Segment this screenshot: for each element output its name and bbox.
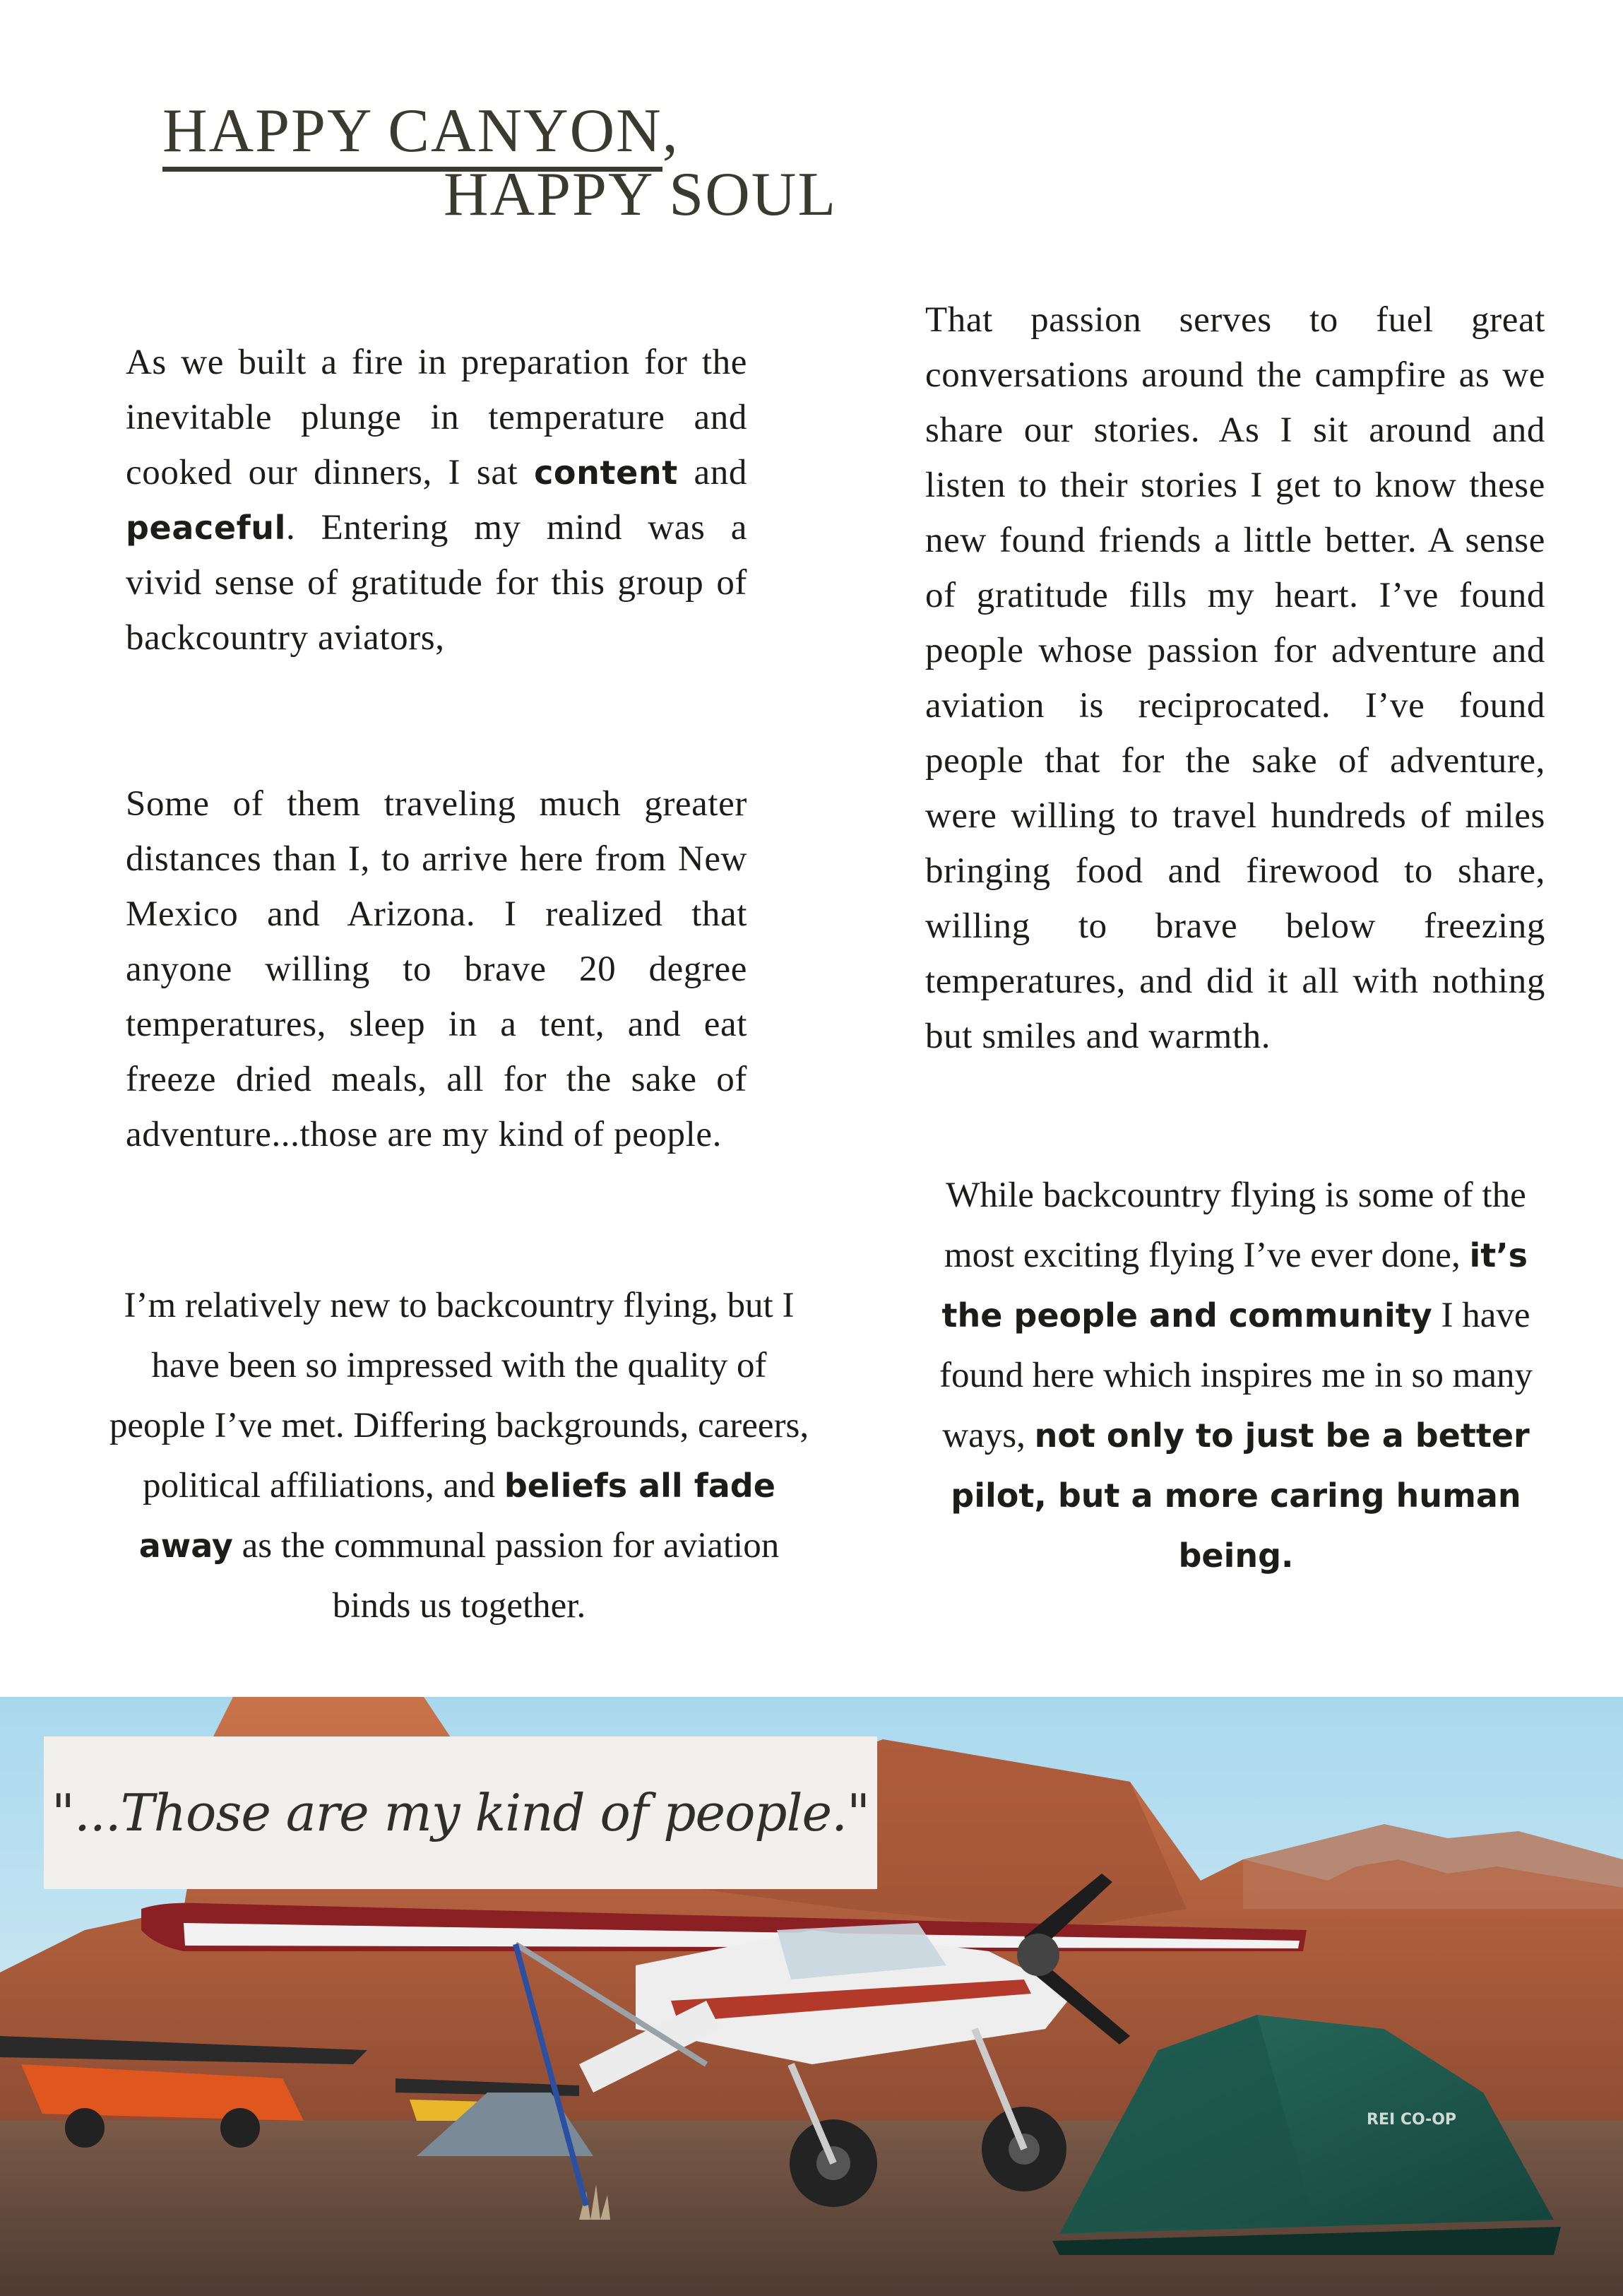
title-comma: , — [662, 97, 679, 165]
pull-quote: "...Those are my kind of people." — [51, 1783, 870, 1842]
bold-people-community: it’s the people and community — [941, 1236, 1528, 1335]
bold-beliefs: beliefs all fade away — [138, 1467, 775, 1565]
text-run: While backcountry flying is some of the most exciting flying I’ve ever done, — [944, 1176, 1526, 1275]
text-run: . Entering my mind was a vivid sense of gratitude for this group of backcountry aviators, — [126, 508, 747, 658]
text-run: and — [677, 453, 747, 492]
tent-rei-logo: REI CO-OP — [1367, 2111, 1457, 2129]
paragraph-passion: That passion serves to fuel great conversations around the campfire as we share our stories. As I sit around and listen to their stories I get to know these new found friends a little better. A sense of gratitude fills my heart. I’ve found people whose passion for adventure and aviation is reciprocated. I’ve found people that for the sake of adventure, were willing to travel hundreds of miles bringing food and firewood to share, willing to brave below freezing temperatures, and did it all with nothing but smiles and warmth. — [925, 300, 1545, 1056]
title-line-2: HAPPY SOUL — [444, 160, 838, 229]
bold-content: content — [534, 454, 678, 492]
paragraph-community — [918, 1166, 1554, 1586]
title-line-1 — [162, 97, 679, 165]
bold-peaceful: peaceful — [126, 509, 286, 547]
paragraph-campfire — [126, 335, 747, 665]
text-run: As we built a fire in preparation for the inevitable plunge in temperature and cooked our dinners, I sat — [126, 343, 747, 492]
text-run: as the communal passion for aviation binds us together. — [232, 1526, 780, 1626]
text-run: I have found here which inspires me in so many ways, — [939, 1296, 1533, 1455]
paragraph-new-to-flying — [106, 1276, 812, 1636]
paragraph-travelers: Some of them traveling much greater distances than I, to arrive here from New Mexico and Arizona. I realized that anyone willing to brave 20 degree temperatures, sleep in a tent, and eat freeze dried meals, all for the sake of adventure...those are my kind of people. — [126, 784, 747, 1154]
pull-quote-box — [44, 1736, 877, 1889]
bold-better-pilot: not only to just be a better pilot, but a more caring human being. — [951, 1416, 1530, 1575]
title-happy-canyon: HAPPY CANYON — [162, 97, 662, 172]
text-run: I’m relatively new to backcountry flying, but I have been so impressed with the quality of people I’ve met. Differing backgrounds, careers, political affiliations, and — [109, 1286, 809, 1505]
